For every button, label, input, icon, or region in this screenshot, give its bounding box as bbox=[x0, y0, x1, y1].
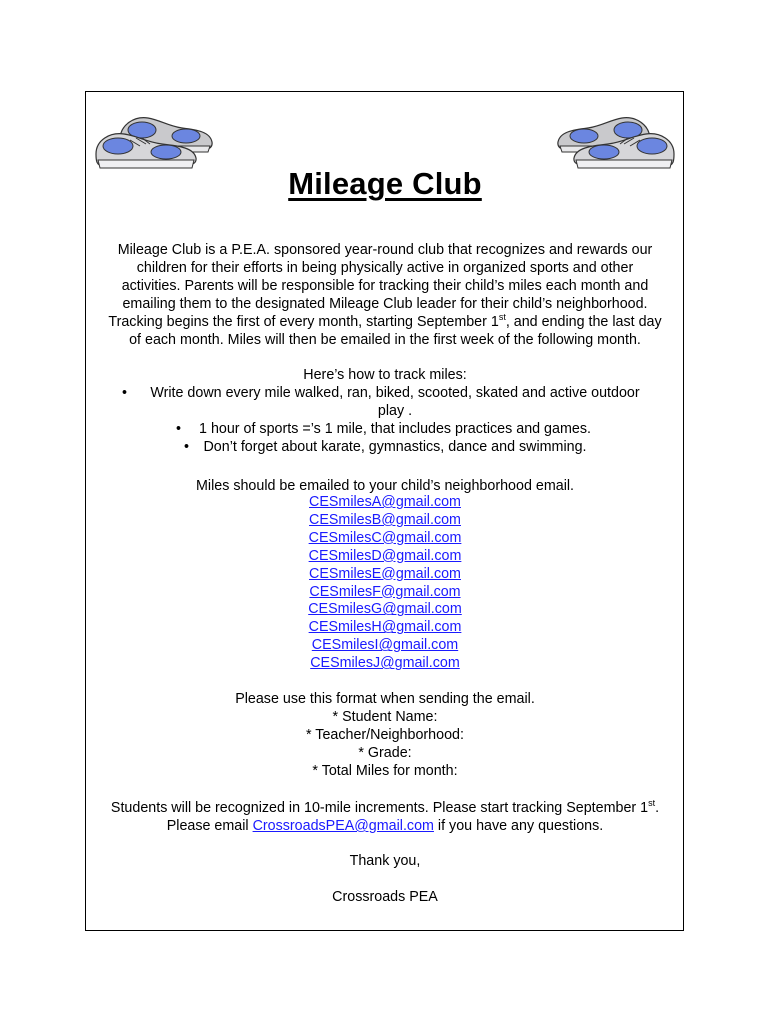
list-item: • Don’t forget about karate, gymnastics, dance and swimming. bbox=[184, 438, 587, 455]
format-section bbox=[88, 691, 682, 781]
closing-line: Please email CrossroadsPEA@gmail.com if you have any questions. bbox=[166, 817, 604, 834]
sneakers-icon bbox=[90, 102, 225, 172]
email-link[interactable]: CESmilesJ@gmail.com bbox=[310, 655, 460, 672]
intro-line: children for their efforts in being physically active in organized sports and other bbox=[136, 259, 634, 276]
closing-paragraph bbox=[88, 800, 682, 836]
list-item: • 1 hour of sports =’s 1 mile, that includes practices and games. bbox=[176, 420, 591, 437]
thank-you: Thank you, bbox=[349, 853, 421, 869]
format-field: * Total Miles for month: bbox=[312, 762, 458, 779]
format-field: * Teacher/Neighborhood: bbox=[306, 726, 464, 743]
email-link[interactable]: CESmilesA@gmail.com bbox=[309, 494, 461, 510]
intro-line: Mileage Club is a P.E.A. sponsored year-round club that recognizes and rewards our bbox=[117, 242, 653, 258]
email-link[interactable]: CESmilesH@gmail.com bbox=[308, 619, 462, 636]
closing-line: Students will be recognized in 10-mile increments. Please start tracking September 1st. bbox=[110, 798, 660, 816]
format-field: * Grade: bbox=[358, 744, 412, 761]
list-item-continuation: play . bbox=[377, 402, 413, 419]
email-link[interactable]: CESmilesC@gmail.com bbox=[308, 529, 462, 546]
signature: Crossroads PEA bbox=[332, 889, 438, 905]
emails-heading: Miles should be emailed to your child’s neighborhood email. bbox=[195, 478, 575, 494]
email-link[interactable]: CESmilesE@gmail.com bbox=[309, 565, 461, 582]
email-list bbox=[0, 494, 770, 673]
format-field: * Student Name: bbox=[332, 708, 438, 725]
howto-heading: Here’s how to track miles: bbox=[303, 367, 467, 383]
howto-list bbox=[110, 385, 680, 457]
intro-line: Tracking begins the first of every month, starting September 1st, and ending the last day bbox=[108, 311, 662, 330]
format-heading: Please use this format when sending the email. bbox=[235, 691, 535, 707]
sneakers-icon bbox=[545, 102, 680, 172]
intro-line: activities. Parents will be responsible for tracking their child’s miles each month and bbox=[121, 277, 649, 294]
email-link[interactable]: CESmilesI@gmail.com bbox=[311, 637, 459, 654]
email-link[interactable]: CESmilesF@gmail.com bbox=[309, 583, 461, 600]
intro-paragraph bbox=[88, 242, 682, 349]
page-title: Mileage Club bbox=[288, 166, 482, 201]
contact-email-link[interactable]: CrossroadsPEA@gmail.com bbox=[252, 817, 434, 834]
email-link[interactable]: CESmilesD@gmail.com bbox=[308, 547, 462, 564]
list-item: • Write down every mile walked, ran, biked, scooted, skated and active outdoor bbox=[122, 385, 640, 401]
intro-line: of each month. Miles will then be emailed in the first week of the following month. bbox=[129, 331, 641, 348]
email-link[interactable]: CESmilesB@gmail.com bbox=[309, 511, 461, 528]
intro-line: emailing them to the designated Mileage Club leader for their child’s neighborhood. bbox=[122, 295, 648, 312]
email-link[interactable]: CESmilesG@gmail.com bbox=[308, 601, 462, 618]
